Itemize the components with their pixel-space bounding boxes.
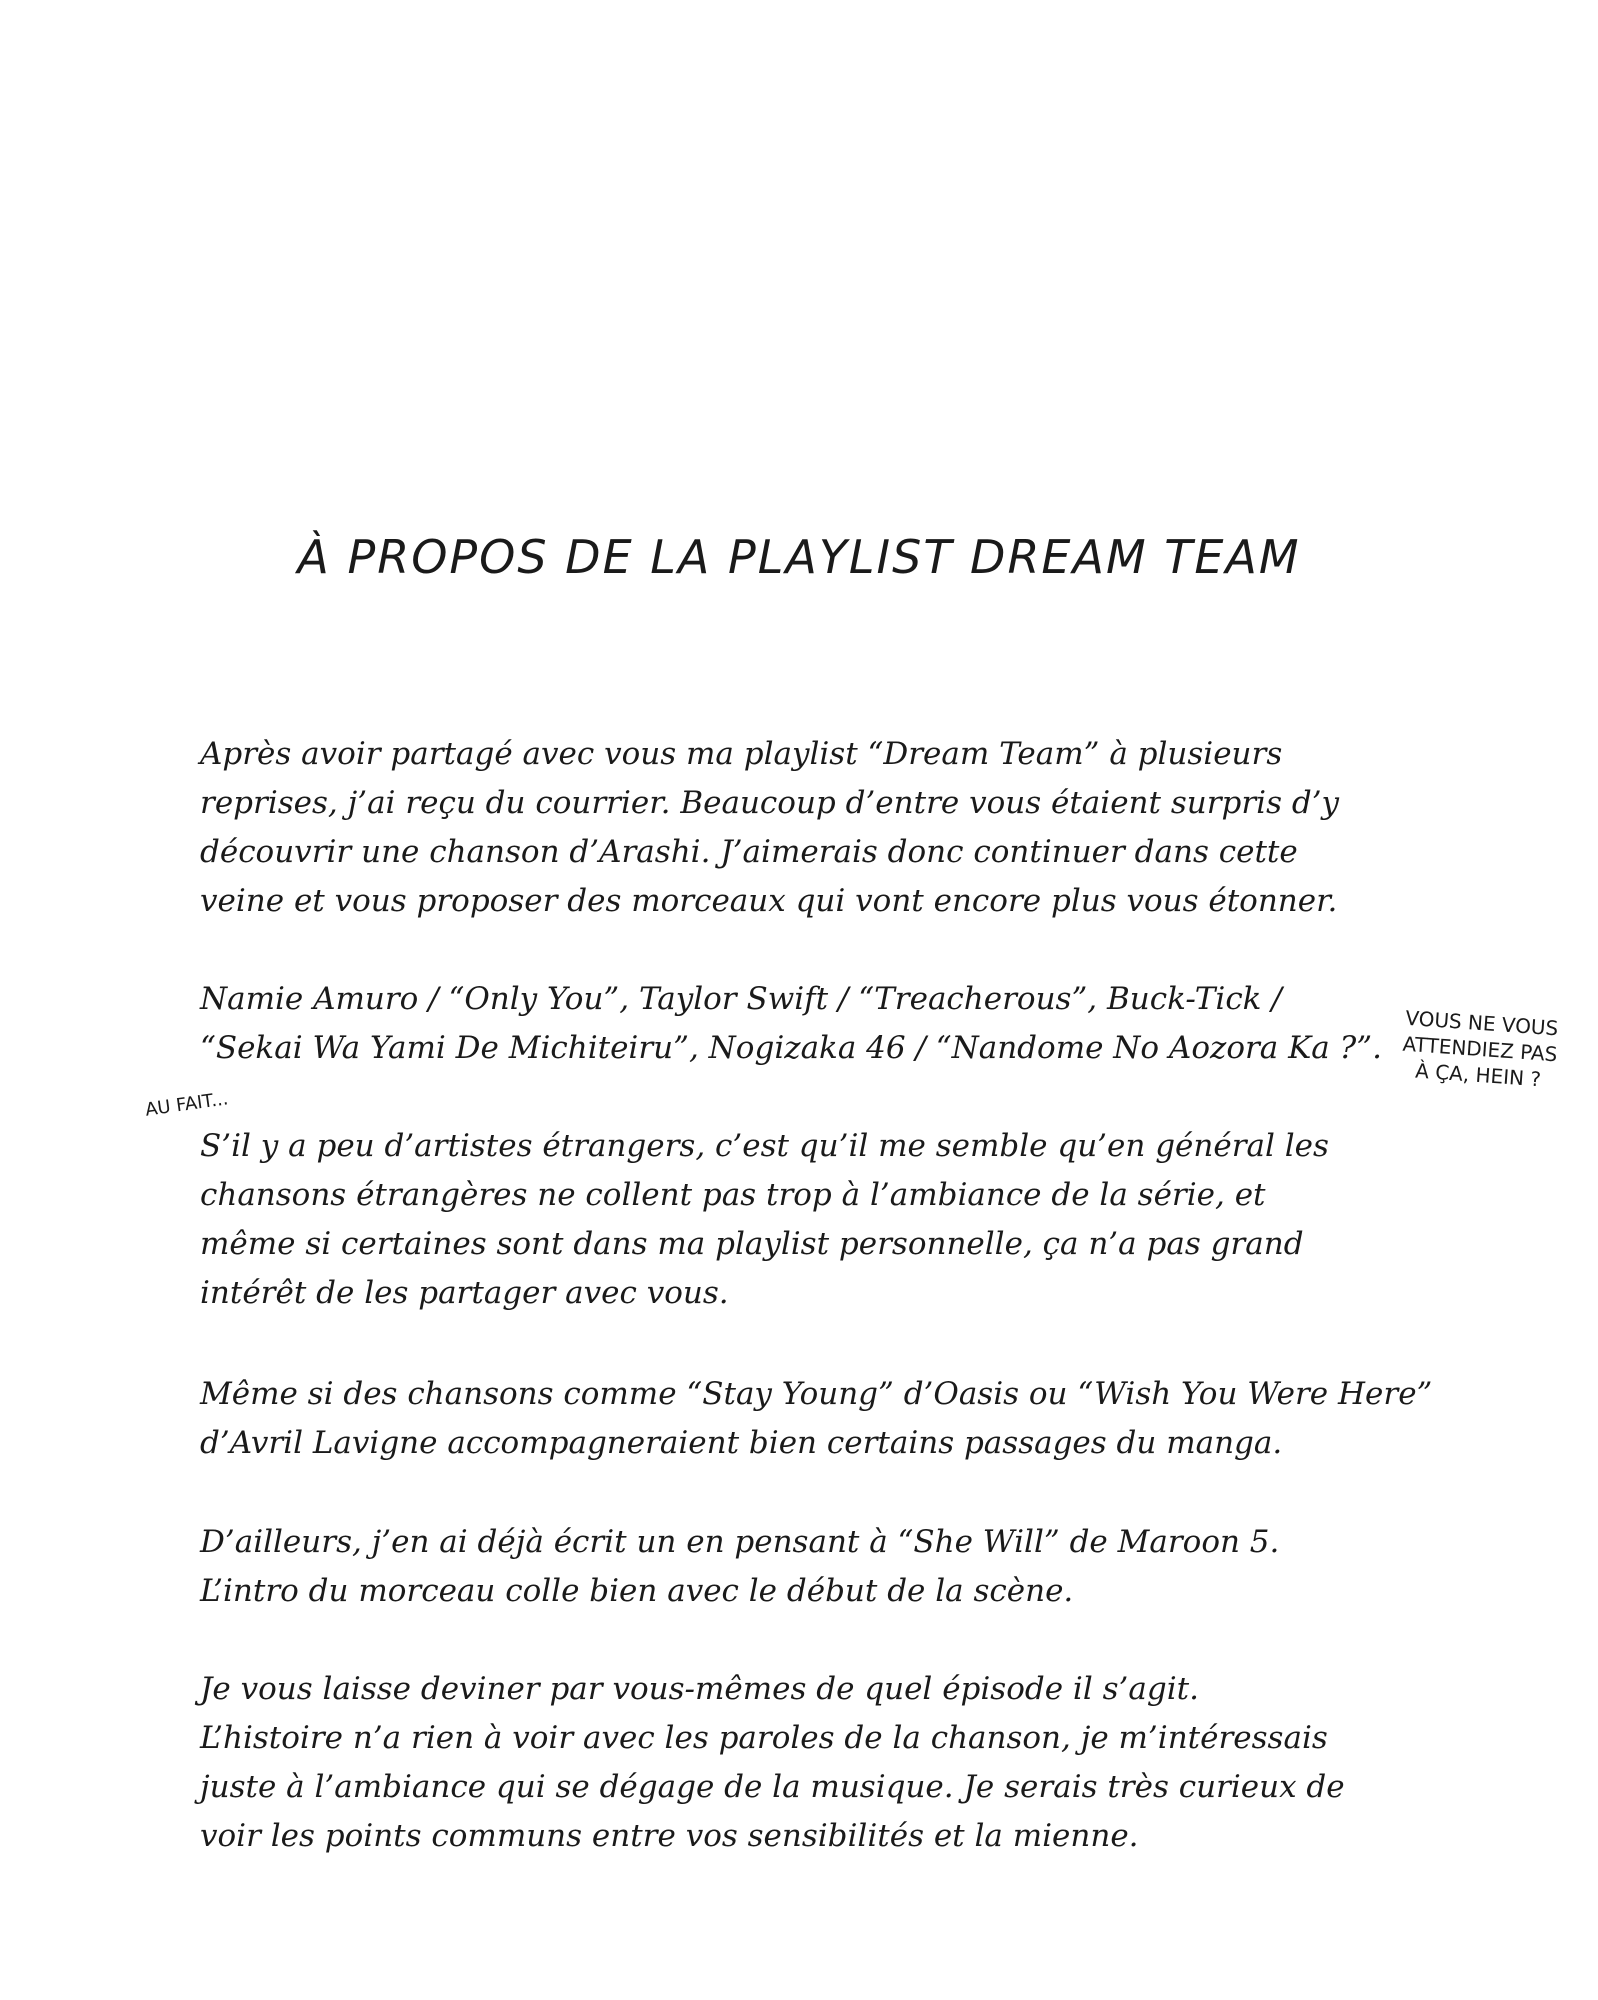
text-line: L’histoire n’a rien à voir avec les paroles de la chanson, je m’intéressais (200, 1720, 1328, 1756)
paragraph-foreign-artists (200, 1122, 1460, 1318)
page-title: À PROPOS DE LA PLAYLIST DREAM TEAM (297, 530, 1301, 584)
text-line: Namie Amuro / “Only You”, Taylor Swift / “Treacherous”, Buck-Tick / (200, 981, 1282, 1017)
side-note-by-the-way: AU FAIT... (143, 1088, 230, 1121)
text-line: reprises, j’ai reçu du courrier. Beaucoup d’entre vous étaient surpris d’y (200, 785, 1340, 821)
text-line: S’il y a peu d’artistes étrangers, c’est qu’il me semble qu’en général les (200, 1128, 1329, 1164)
text-line: d’Avril Lavigne accompagneraient bien certains passages du manga. (200, 1425, 1283, 1461)
text-line: chansons étrangères ne collent pas trop à l’ambiance de la série, et (200, 1177, 1266, 1213)
text-line: Après avoir partagé avec vous ma playlist “Dream Team” à plusieurs (200, 736, 1283, 772)
text-line: D’ailleurs, j’en ai déjà écrit un en pensant à “She Will” de Maroon 5. (200, 1524, 1280, 1560)
paragraph-guess-episode (200, 1665, 1460, 1861)
text-line: veine et vous proposer des morceaux qui vont encore plus vous étonner. (200, 883, 1338, 919)
note-line: ATTENDIEZ PAS (1401, 1031, 1559, 1067)
text-line: intérêt de les partager avec vous. (200, 1275, 729, 1311)
note-line: À ÇA, HEIN ? (1414, 1058, 1542, 1092)
text-line: découvrir une chanson d’Arashi. J’aimerais donc continuer dans cette (200, 834, 1298, 870)
paragraph-examples (200, 1370, 1460, 1468)
paragraph-song-list (200, 975, 1460, 1073)
side-note-surprise (1397, 1005, 1562, 1094)
text-line: même si certaines sont dans ma playlist personnelle, ça n’a pas grand (200, 1226, 1304, 1262)
text-line: juste à l’ambiance qui se dégage de la musique. Je serais très curieux de (200, 1769, 1345, 1805)
text-line: “Sekai Wa Yami De Michiteiru”, Nogizaka 46 / “Nandome No Aozora Ka ?”. (200, 1030, 1382, 1066)
text-line: voir les points communs entre vos sensibilités et la mienne. (200, 1818, 1139, 1854)
paragraph-intro (200, 730, 1460, 926)
paragraph-maroon5 (200, 1518, 1460, 1616)
text-line: L’intro du morceau colle bien avec le début de la scène. (200, 1573, 1074, 1609)
text-line: Même si des chansons comme “Stay Young” d’Oasis ou “Wish You Were Here” (200, 1376, 1433, 1412)
note-line: VOUS NE VOUS (1404, 1005, 1560, 1041)
text-line: Je vous laisse deviner par vous-mêmes de quel épisode il s’agit. (200, 1671, 1199, 1707)
